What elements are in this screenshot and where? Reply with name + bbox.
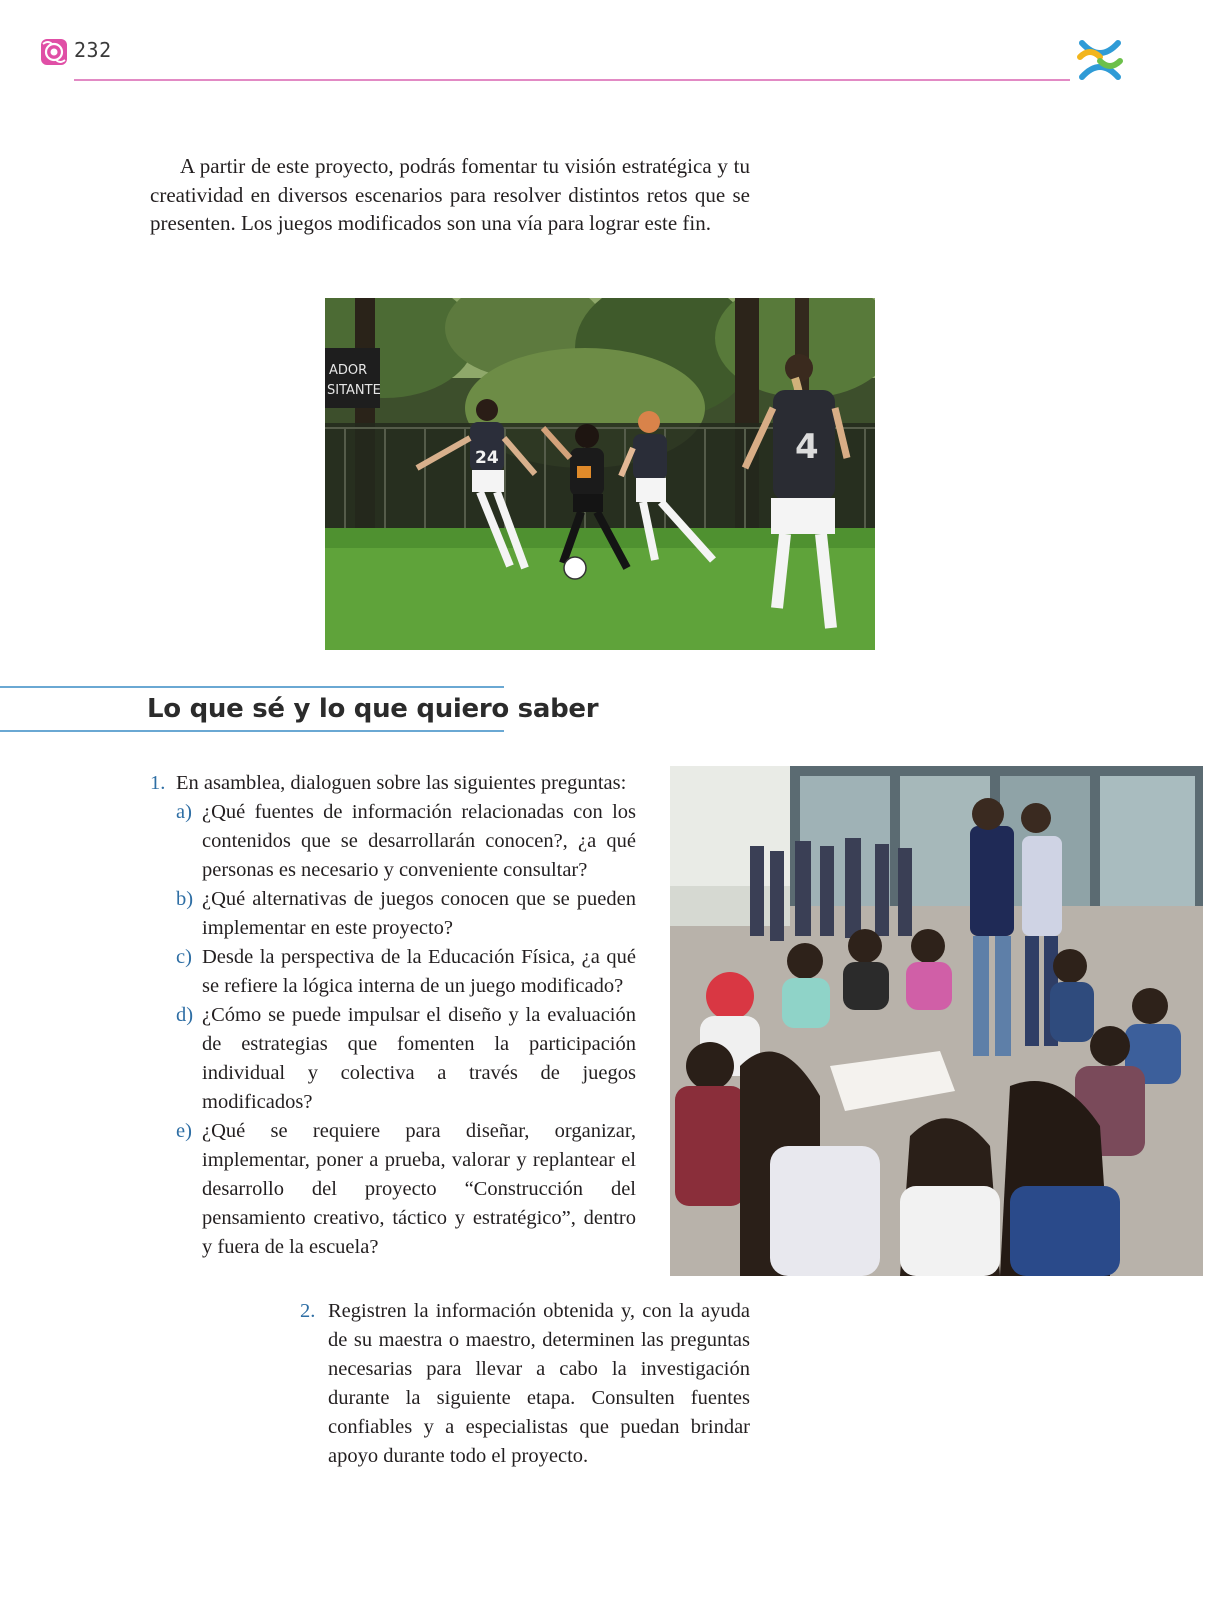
question-1-item-a — [176, 798, 636, 885]
question-1 — [150, 769, 636, 798]
question-1-number: 1. — [150, 772, 166, 794]
sign-text-2: SITANTE — [327, 383, 381, 398]
sign-text-1: ADOR — [329, 363, 368, 378]
item-label: d) — [176, 1004, 194, 1026]
section-rule-top — [0, 686, 504, 688]
item-text: ¿Cómo se puede impulsar el diseño y la evaluación de estrategias que fomenten la participación individual y colectiva a través de juegos modificados? — [202, 1004, 636, 1113]
corner-logo-icon — [1074, 33, 1126, 85]
page-ornament-icon — [40, 38, 68, 66]
question-1-item-d — [176, 1001, 636, 1117]
question-list — [150, 769, 636, 1262]
item-text: Desde la perspectiva de la Educación Física, ¿a qué se refiere la lógica interna de un juego modificado? — [202, 946, 636, 997]
intro-paragraph: A partir de este proyecto, podrás fomentar tu visión estratégica y tu creatividad en diversos escenarios para resolver distintos retos que se presenten. Los juegos modificados son una vía para lograr este fin. — [150, 154, 750, 235]
page-number: 232 — [74, 38, 112, 62]
item-text: ¿Qué alternativas de juegos conocen que se pueden implementar en este proyecto? — [202, 888, 636, 939]
question-2-text: Registren la información obtenida y, con la ayuda de su maestra o maestro, determinen las preguntas necesarias para llevar a cabo la investigación durante la siguiente etapa. Consulten fuentes confiables y a especialistas que puedan brindar apoyo durante todo el proyecto. — [328, 1300, 750, 1467]
header-rule — [74, 79, 1070, 81]
item-text: ¿Qué se requiere para diseñar, organizar, implementar, poner a prueba, valorar y replantear el desarrollo del proyecto “Construcción del pensamiento creativo, táctico y estratégico”, dentro y fuera de la escuela? — [202, 1120, 636, 1258]
students-assembly-photo — [670, 766, 1203, 1276]
item-label: b) — [176, 888, 194, 910]
question-1-item-c — [176, 943, 636, 1001]
item-text: ¿Qué fuentes de información relacionadas con los contenidos que se desarrollarán conocen?, ¿a qué personas es necesario y conveniente consultar? — [202, 801, 636, 881]
question-1-text: En asamblea, dialoguen sobre las siguientes preguntas: — [176, 772, 627, 794]
soccer-photo — [325, 298, 875, 650]
question-2-number: 2. — [300, 1300, 316, 1322]
item-label: a) — [176, 801, 192, 823]
jersey-number-4: 4 — [795, 427, 819, 467]
jersey-number-24: 24 — [475, 448, 499, 468]
item-label: e) — [176, 1120, 192, 1142]
question-1-item-e — [176, 1117, 636, 1262]
section-rule-bottom — [0, 730, 504, 732]
question-2 — [300, 1297, 750, 1471]
item-label: c) — [176, 946, 192, 968]
section-title: Lo que sé y lo que quiero saber — [147, 694, 599, 724]
question-1-item-b — [176, 885, 636, 943]
